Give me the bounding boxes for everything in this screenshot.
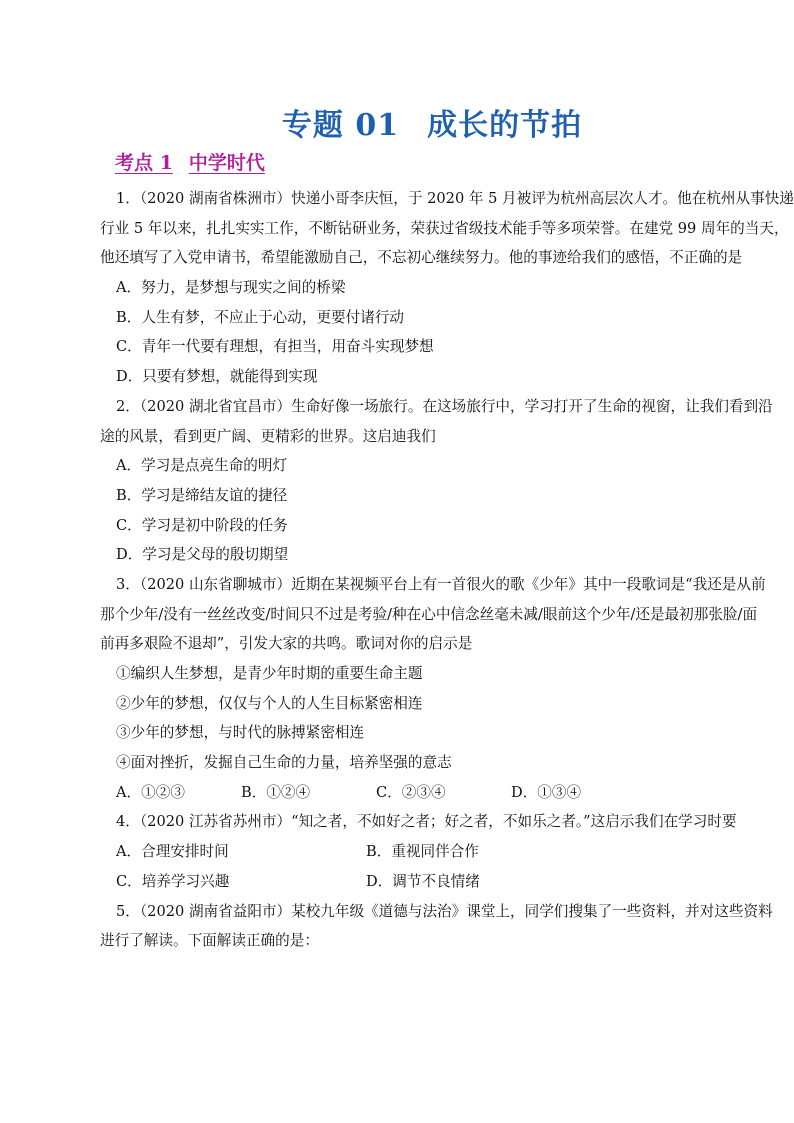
q2-stem-line: 2．（2020 湖北省宜昌市）生命好像一场旅行。在这场旅行中，学习打开了生命的视窗，让我们看到沿 xyxy=(116,397,773,415)
q4-stem-line: 4．（2020 江苏省苏州市）“知之者，不如好之者；好之者，不如乐之者。”这启示我们在学习时要 xyxy=(116,813,737,831)
q4-option-a: A．合理安排时间 xyxy=(116,843,229,861)
q4-option-c: C．培养学习兴趣 xyxy=(116,872,230,890)
q2-option-b: B．学习是缔结友谊的捷径 xyxy=(116,486,288,504)
page-title xyxy=(0,100,794,144)
q5-stem-line: 5．（2020 湖南省益阳市）某校九年级《道德与法治》课堂上，同学们搜集了一些资料，并对这些资料 xyxy=(116,902,773,920)
q3-options-row xyxy=(100,778,700,808)
q2-option-a: A．学习是点亮生命的明灯 xyxy=(116,457,288,475)
q4-option-b: B．重视同伴合作 xyxy=(366,843,479,861)
q3-item: ①编织人生梦想，是青少年时期的重要生命主题 xyxy=(116,665,423,682)
q1-option-a: A．努力，是梦想与现实之间的桥梁 xyxy=(116,279,346,297)
q3-item: ③少年的梦想，与时代的脉搏紧密相连 xyxy=(116,724,365,742)
q3-item: ②少年的梦想，仅仅与个人的人生目标紧密相连 xyxy=(116,694,423,712)
q3-option-a: A．①②③ xyxy=(116,783,185,801)
q1-stem-line: 他还填写了入党申请书，希望能激励自己，不忘初心继续努力。他的事迹给我们的感悟，不正确的是 xyxy=(100,249,743,267)
section-name: 中学时代 xyxy=(188,152,265,174)
q3-option-c: C．②③④ xyxy=(376,783,446,801)
q4-options-row xyxy=(100,837,700,867)
q4-options-row xyxy=(100,867,700,897)
title-main: 成长的节拍 xyxy=(427,108,583,143)
q2-stem-line: 途的风景，看到更广阔、更精彩的世界。这启迪我们 xyxy=(100,427,436,445)
q1-option-b: B．人生有梦，不应止于心动，更要付诸行动 xyxy=(116,308,405,326)
title-prefix: 专题 01 xyxy=(281,108,400,143)
q1-stem-line: 行业 5 年以来，扎扎实实工作，不断钻研业务，荣获过省级技术能手等多项荣誉。在建党 99 周年的当天， xyxy=(100,219,789,237)
q3-option-d: D．①③④ xyxy=(511,783,582,801)
q2-option-d: D．学习是父母的殷切期望 xyxy=(116,546,289,564)
q3-stem-line: 前再多艰险不退却”，引发大家的共鸣。歌词对你的启示是 xyxy=(100,635,473,653)
q3-stem-line: 3．（2020 山东省聊城市）近期在某视频平台上有一首很火的歌《少年》其中一段歌词是“我还是从前 xyxy=(116,575,766,593)
q2-option-c: C．学习是初中阶段的任务 xyxy=(116,516,288,534)
question-list xyxy=(100,184,794,956)
q3-item: ④面对挫折，发掘自己生命的力量，培养坚强的意志 xyxy=(116,754,452,772)
q1-option-d: D．只要有梦想，就能得到实现 xyxy=(116,368,318,386)
q5-stem-line: 进行了解读。下面解读正确的是： xyxy=(100,932,319,950)
section-heading xyxy=(115,148,265,175)
q1-option-c: C．青年一代要有理想，有担当，用奋斗实现梦想 xyxy=(116,338,434,356)
q4-option-d: D．调节不良情绪 xyxy=(366,872,480,890)
section-number: 考点 1 xyxy=(115,152,173,174)
q1-stem-line: 1．（2020 湖南省株洲市）快递小哥李庆恒，于 2020 年 5 月被评为杭州高层次人才。他在杭州从事快递 xyxy=(116,190,794,207)
q3-stem-line: 那个少年/没有一丝丝改变/时间只不过是考验/种在心中信念丝毫未减/眼前这个少年/还是最初那张脸/面 xyxy=(100,605,758,623)
q3-option-b: B．①②④ xyxy=(241,783,311,801)
